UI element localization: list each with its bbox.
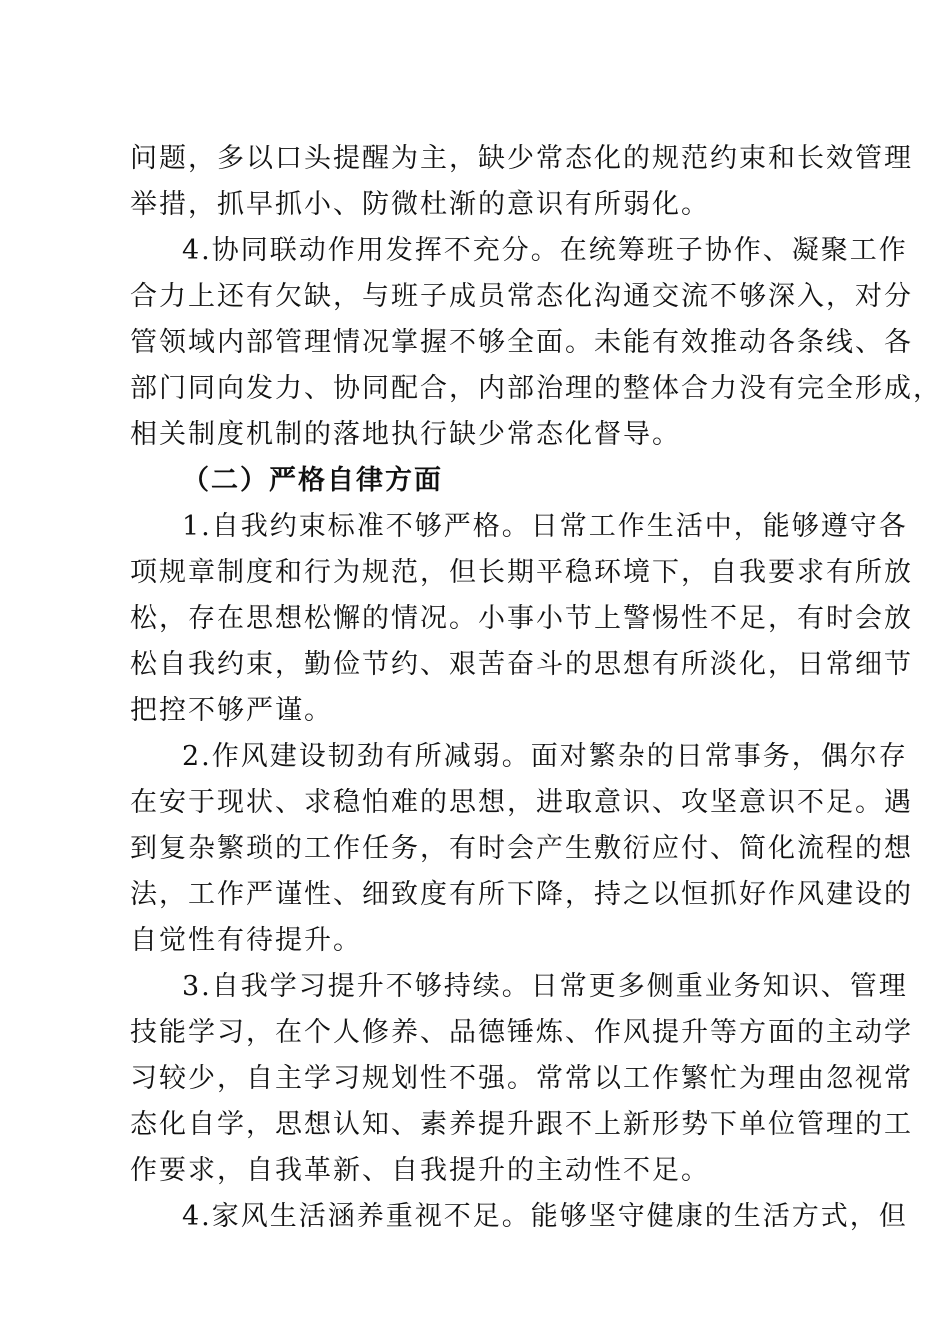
paragraph-start-line: 2.作风建设韧劲有所减弱。面对繁杂的日常事务，偶尔存 [182, 741, 908, 772]
text-line: 作要求，自我革新、自我提升的主动性不足。 [130, 1155, 710, 1186]
text-line: 相关制度机制的落地执行缺少常态化督导。 [130, 419, 681, 450]
text-line: 合力上还有欠缺，与班子成员常态化沟通交流不够深入，对分 [130, 281, 913, 312]
text-line: 把控不够严谨。 [130, 695, 333, 726]
text-line: 松自我约束，勤俭节约、艰苦奋斗的思想有所淡化，日常细节 [130, 649, 913, 680]
text-line: 在安于现状、求稳怕难的思想，进取意识、攻坚意识不足。遇 [130, 787, 913, 818]
text-line: 项规章制度和行为规范，但长期平稳环境下，自我要求有所放 [130, 557, 913, 588]
text-line: 到复杂繁琐的工作任务，有时会产生敷衍应付、简化流程的想 [130, 833, 913, 864]
text-line: 举措，抓早抓小、防微杜渐的意识有所弱化。 [130, 189, 710, 220]
paragraph-start-line: 4.家风生活涵养重视不足。能够坚守健康的生活方式，但 [182, 1201, 908, 1232]
text-line: 管领域内部管理情况掌握不够全面。未能有效推动各条线、各 [130, 327, 913, 358]
text-line: 松，存在思想松懈的情况。小事小节上警惕性不足，有时会放 [130, 603, 913, 634]
paragraph-start-line: 4.协同联动作用发挥不充分。在统筹班子协作、凝聚工作 [182, 235, 908, 266]
text-line: 技能学习，在个人修养、品德锤炼、作风提升等方面的主动学 [130, 1017, 913, 1048]
text-line: 法，工作严谨性、细致度有所下降，持之以恒抓好作风建设的 [130, 879, 913, 910]
document-body [130, 136, 942, 1240]
paragraph-start-line: 3.自我学习提升不够持续。日常更多侧重业务知识、管理 [182, 971, 908, 1002]
paragraph-start-line: 1.自我约束标准不够严格。日常工作生活中，能够遵守各 [182, 511, 908, 542]
text-line: 态化自学，思想认知、素养提升跟不上新形势下单位管理的工 [130, 1109, 913, 1140]
text-line: 习较少，自主学习规划性不强。常常以工作繁忙为理由忽视常 [130, 1063, 913, 1094]
section-heading: （二）严格自律方面 [182, 465, 443, 496]
text-line: 自觉性有待提升。 [130, 925, 362, 956]
text-line: 部门同向发力、协同配合，内部治理的整体合力没有完全形成， [130, 373, 942, 404]
text-line: 问题，多以口头提醒为主，缺少常态化的规范约束和长效管理 [130, 143, 913, 174]
